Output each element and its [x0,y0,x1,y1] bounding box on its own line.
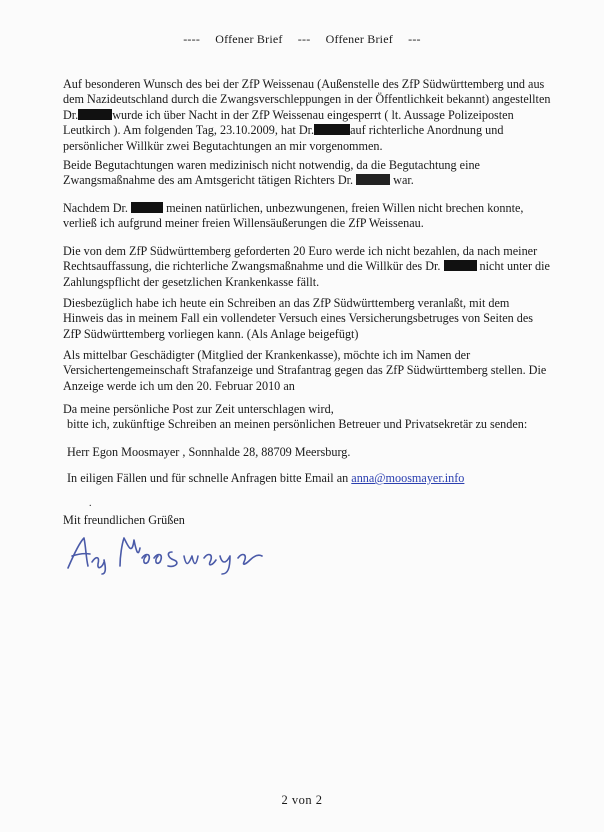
header-title-2: Offener Brief [325,32,393,46]
paragraph-2 [63,158,551,189]
paragraph-4 [63,244,551,290]
email-link[interactable]: anna@moosmayer.info [351,471,465,485]
header-title-1: Offener Brief [215,32,283,46]
text-line: bitte ich, zukünftige Schreiben an meinen persönlichen Betreuer und Privatsekretär zu senden: [67,417,528,432]
text-line: Leutkirch ). Am folgenden Tag, 23.10.2009, hat Dr. auf richterliche Anordnung und [63,123,504,138]
text-line: Zwangsmaßnahme des am Amtsgericht tätigen Richters Dr. war. [63,173,414,188]
text-line: Anzeige werde ich um den 20. Februar 2010 an [63,378,295,393]
text-line: Als mittelbar Geschädigter (Mitglied der Krankenkasse), möchte ich im Namen der [63,348,471,362]
text-line: persönlicher Willkür zwei Begutachtungen an mir vorgenommen. [63,138,383,153]
header-dashes-left: ---- [183,32,201,46]
paragraph-5 [63,296,551,342]
letter-header [0,32,604,47]
text-line: Versichertengemeinschaft Strafanzeige und Strafantrag gegen das ZfP Südwürttemberg stellen. Die [63,363,547,378]
closing-greeting: Mit freundlichen Grüßen [63,513,185,527]
paragraph-6 [63,348,551,394]
text-line: Rechtsauffassung, die richterliche Zwangsmaßnahme und die Willkür des Dr. nicht unter die [63,259,550,274]
paragraph-7 [63,402,551,433]
text-line: Diesbezüglich habe ich heute ein Schreiben an das ZfP Südwürttemberg veranlaßt, mit dem [63,296,510,310]
text-line: Hinweis das in meinem Fall ein vollendeter Versuch eines Versicherungsbetruges von Seiten des [63,311,534,326]
text-line: Dr. wurde ich über Nacht in der ZfP Weissenau eingesperrt ( lt. Aussage Polizeiposten [63,107,514,122]
text-line: Nachdem Dr. meinen natürlichen, unbezwungenen, freien Willen nicht brechen konnte, [63,201,524,215]
redaction-bar [78,109,112,120]
redaction-bar [131,202,163,213]
text-line: ZfP Südwürttemberg vorliegen kann. (Als Anlage beigefügt) [63,326,359,341]
redaction-bar [356,174,390,185]
redaction-bar [444,260,477,271]
text-line: Beide Begutachtungen waren medizinisch nicht notwendig, da die Begutachtung eine [63,158,480,172]
header-dashes-mid: --- [297,32,311,46]
text-line: Auf besonderen Wunsch des bei der ZfP Weissenau (Außenstelle des ZfP Südwürttemberg und aus [63,77,545,91]
text-line: Da meine persönliche Post zur Zeit unterschlagen wird, [63,402,334,416]
text-line: Zahlungspflicht der gesetzlichen Krankenkasse fällt. [63,274,320,289]
header-dashes-right: --- [408,32,421,46]
text-line: dem Nazideutschland durch die Zwangsverschleppungen in der Öffentlichkeit bekannt) angestellten [63,92,551,107]
redaction-bar [314,124,350,135]
page-number: 2 von 2 [281,793,323,807]
text-line: Die von dem ZfP Südwürttemberg geforderten 20 Euro werde ich nicht bezahlen, da nach meiner [63,244,538,258]
stray-dot: . [89,498,92,509]
paragraph-1 [63,77,551,154]
handwritten-signature [62,526,272,576]
paragraph-3 [63,201,551,232]
postal-address: Herr Egon Moosmayer , Sonnhalde 28, 88709 Meersburg. [67,445,351,459]
contact-line: In eiligen Fällen und für schnelle Anfragen bitte Email an anna@moosmayer.info [67,471,465,485]
text-line: verließ ich aufgrund meiner freien Willensäußerungen die ZfP Weissenau. [63,216,424,231]
